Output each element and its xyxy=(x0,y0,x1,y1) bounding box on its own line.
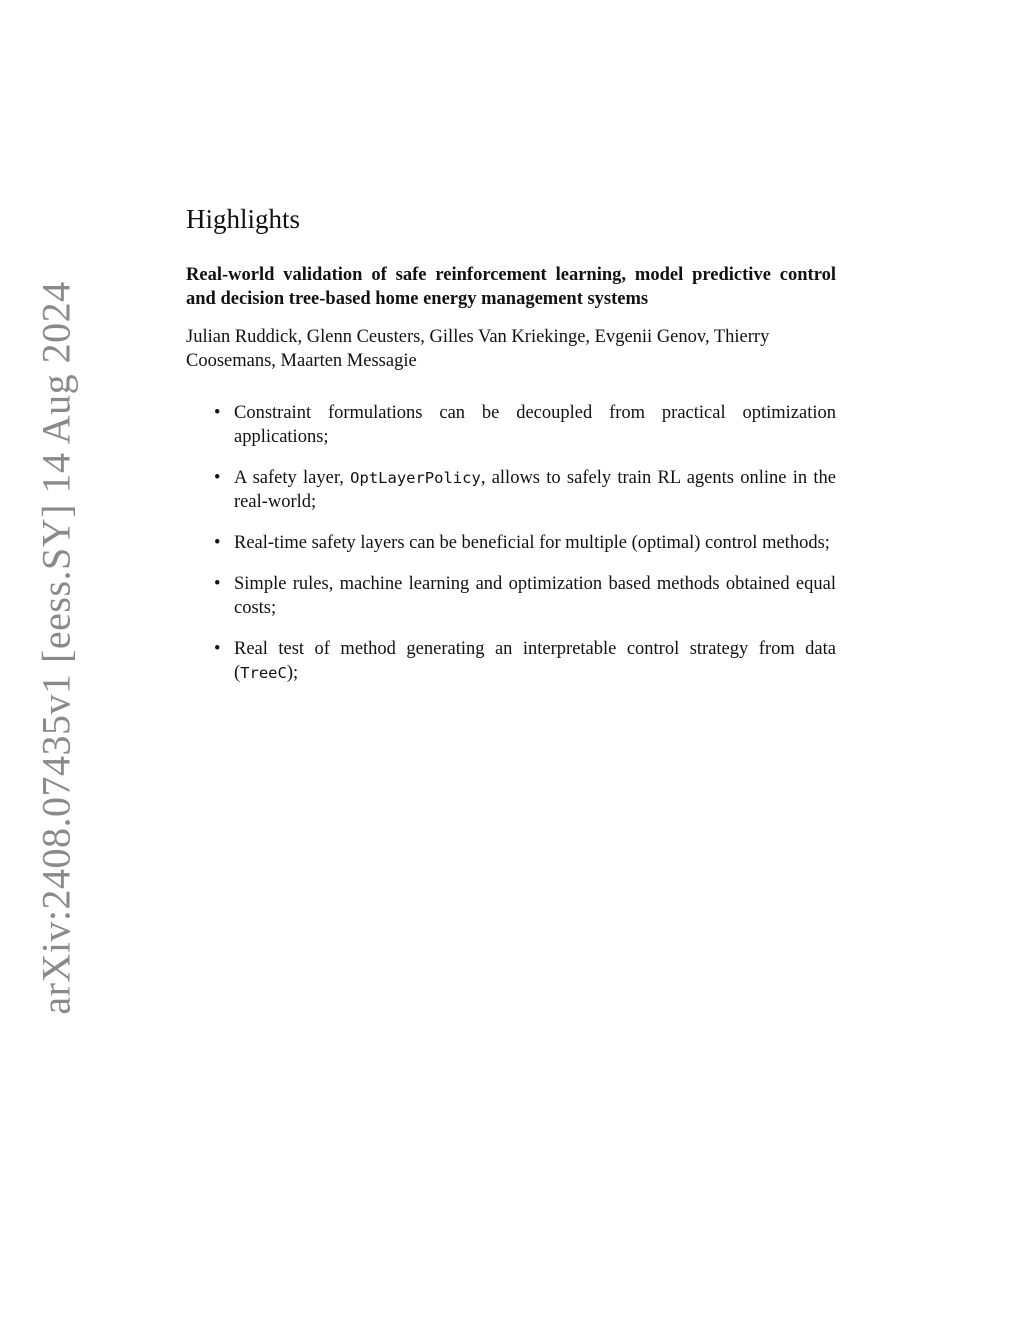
list-item xyxy=(186,572,836,620)
list-item xyxy=(186,466,836,514)
highlight-text: Real-time safety layers can be beneficial for multiple (optimal) control methods; xyxy=(234,533,830,553)
bullet-icon: • xyxy=(214,468,221,488)
bullet-icon: • xyxy=(214,533,221,553)
highlight-text: ); xyxy=(286,663,299,683)
arxiv-identifier: arXiv:2408.07435v1 [eess.SY] 14 Aug 2024 xyxy=(33,281,79,1015)
paper-title: Real-world validation of safe reinforcement learning, model predictive control and decision tree-based home energy management systems xyxy=(186,265,836,309)
highlights-list xyxy=(186,401,836,685)
section-heading: Highlights xyxy=(186,204,301,234)
bullet-icon: • xyxy=(214,639,221,659)
highlight-text: Simple rules, machine learning and optimization based methods obtained equal costs; xyxy=(234,574,836,618)
highlight-text: , allows to safely train RL agents online in the real-world; xyxy=(234,468,836,512)
list-item xyxy=(186,637,836,685)
highlight-text: Real test of method generating an interpretable control strategy from data ( xyxy=(234,639,836,683)
bullet-icon: • xyxy=(214,574,221,594)
list-item xyxy=(186,531,836,555)
highlight-text: A safety layer, xyxy=(234,468,351,488)
code-term: TreeC xyxy=(240,664,287,682)
list-item xyxy=(186,401,836,449)
highlights-section xyxy=(186,204,836,702)
code-term: OptLayerPolicy xyxy=(350,469,481,487)
bullet-icon: • xyxy=(214,403,221,423)
author-list: Julian Ruddick, Glenn Ceusters, Gilles Van Kriekinge, Evgenii Genov, Thierry Coosemans, Maarten Messagie xyxy=(186,327,770,371)
highlight-text: Constraint formulations can be decoupled from practical optimization applications; xyxy=(234,403,836,447)
